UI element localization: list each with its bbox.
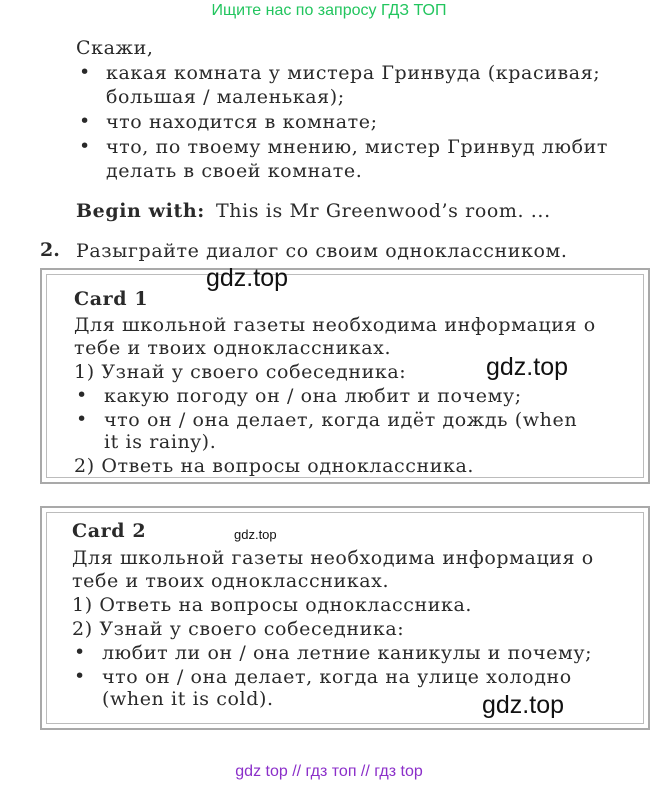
card-2-bullet2-line2: (when it is cold).	[102, 688, 274, 710]
card-1-bullet1: какую погоду он / она любит и почему;	[104, 385, 522, 407]
begin-with-text: This is Mr Greenwood’s room. ...	[216, 200, 551, 222]
task1-intro: Скажи,	[76, 37, 154, 59]
task2-number: 2.	[40, 239, 60, 261]
bullet-icon: •	[79, 135, 91, 157]
watermark-gdz-top: gdz.top	[234, 527, 277, 542]
bullet-icon: •	[79, 110, 91, 132]
card-2-line1: Для школьной газеты необходима информация о	[72, 547, 594, 569]
bullet-icon: •	[74, 641, 86, 663]
card-1-line3: 1) Узнай у своего собеседника:	[74, 361, 407, 383]
card-2-line2: тебе и твоих одноклассниках.	[72, 570, 390, 592]
watermark-gdz-top: gdz.top	[486, 353, 569, 381]
task1-bullet3-line1: что, по твоему мнению, мистер Гринвуд любит	[106, 136, 609, 158]
top-banner: Ищите нас по запросу ГДЗ ТОП	[211, 2, 447, 19]
card-1-bullet2-line1: что он / она делает, когда идёт дождь (when	[104, 409, 578, 431]
card-1-line2: тебе и твоих одноклассниках.	[74, 337, 392, 359]
begin-with-label: Begin with:	[76, 200, 205, 222]
card-2-title: Card 2	[72, 520, 147, 542]
task1-bullet2: что находится в комнате;	[106, 111, 378, 133]
task1-bullet3-line2: делать в своей комнате.	[106, 160, 363, 182]
bullet-icon: •	[79, 61, 91, 83]
watermark-gdz-top: gdz.top	[482, 691, 565, 719]
task1-bullet1-line1: какая комната у мистера Гринвуда (красивая;	[106, 62, 601, 84]
card-2-bullet2-line1: что он / она делает, когда на улице холодно	[102, 666, 572, 688]
task2-instruction: Разыграйте диалог со своим одноклассником.	[76, 240, 568, 262]
card-2-line4: 2) Узнай у своего собеседника:	[72, 618, 405, 640]
card-1-line1: Для школьной газеты необходима информация о	[74, 314, 596, 336]
card-2-line3: 1) Ответь на вопросы одноклассника.	[72, 594, 473, 616]
footer-watermark: gdz top // гдз топ // гдз top	[235, 763, 423, 780]
bullet-icon: •	[76, 384, 88, 406]
bullet-icon: •	[74, 665, 86, 687]
card-2-bullet1: любит ли он / она летние каникулы и почему;	[102, 642, 593, 664]
card-1-line4: 2) Ответь на вопросы одноклассника.	[74, 455, 475, 477]
bullet-icon: •	[76, 408, 88, 430]
task1-bullet1-line2: большая / маленькая);	[106, 86, 345, 108]
card-1-bullet2-line2: it is rainy).	[104, 431, 217, 453]
card-1-title: Card 1	[74, 288, 149, 310]
watermark-gdz-top: gdz.top	[206, 264, 289, 292]
